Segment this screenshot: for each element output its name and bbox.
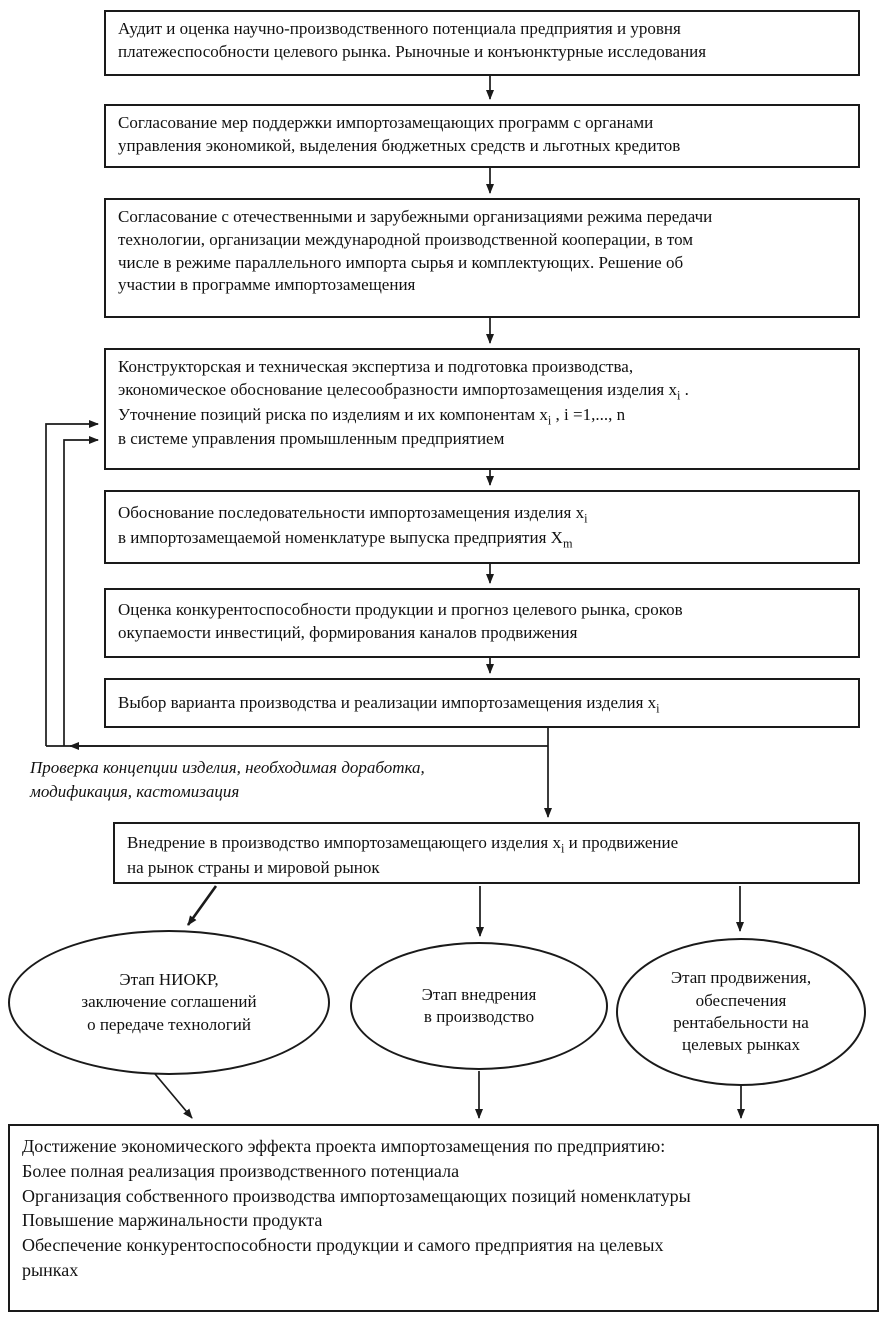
box-tech-transfer-coordination: Согласование с отечественными и зарубежными организациями режима передачи технологии, организации международной производственной кооперации, в том числе в режиме параллельного импорта сырья и комплектующих. Решение об участии в программе импортозамещения bbox=[104, 198, 860, 318]
feedback-loop-inner bbox=[64, 440, 98, 746]
feedback-note: Проверка концепции изделия, необходимая доработка, модификация, кастомизация bbox=[30, 758, 425, 801]
box-production-implementation: Внедрение в производство импортозамещающего изделия $x_i$ и продвижение на рынок страны и мировой рынок bbox=[113, 822, 860, 884]
arrow-box8-stage1 bbox=[188, 886, 216, 925]
stage-ellipse-rnd: Этап НИОКР, заключение соглашений о передаче технологий bbox=[8, 930, 330, 1075]
box-economic-effect: Достижение экономического эффекта проекта импортозамещения по предприятию: Более полная реализация производственного потенциала Организация собственного производства импортозамещающих позиций номенклатуры Повышение маржинальности продукта Обеспечение конкурентоспособности продукции и самого предприятия на целевых рынках bbox=[8, 1124, 879, 1312]
box-audit-assessment: Аудит и оценка научно-производственного потенциала предприятия и уровня платежеспособности целевого рынка. Рыночные и конъюнктурные исследования bbox=[104, 10, 860, 76]
box-sequence-justification: Обоснование последовательности импортозамещения изделия $x_i$ в импортозамещаемой номенклатуре выпуска предприятия $X_m$ bbox=[104, 490, 860, 564]
box-competitiveness-assessment: Оценка конкурентоспособности продукции и прогноз целевого рынка, сроков окупаемости инвестиций, формирования каналов продвижения bbox=[104, 588, 860, 658]
feedback-loop-outer bbox=[46, 424, 98, 746]
box-expertise-preparation: Конструкторская и техническая экспертиза и подготовка производства, экономическое обоснование целесообразности импортозамещения изделия $x_i$ . Уточнение позиций риска по изделиям и их компонентам $x_i$ , i =1,..., n в системе управления промышленным предприятием bbox=[104, 348, 860, 470]
stage-ellipse-promotion: Этап продвижения, обеспечения рентабельности на целевых рынках bbox=[616, 938, 866, 1086]
box-support-coordination: Согласование мер поддержки импортозамещающих программ с органами управления экономикой, выделения бюджетных средств и льготных кредитов bbox=[104, 104, 860, 168]
arrow-stage1-final bbox=[150, 1068, 192, 1118]
box-variant-selection: Выбор варианта производства и реализации импортозамещения изделия $x_i$ bbox=[104, 678, 860, 728]
stage-ellipse-production: Этап внедрения в производство bbox=[350, 942, 608, 1070]
